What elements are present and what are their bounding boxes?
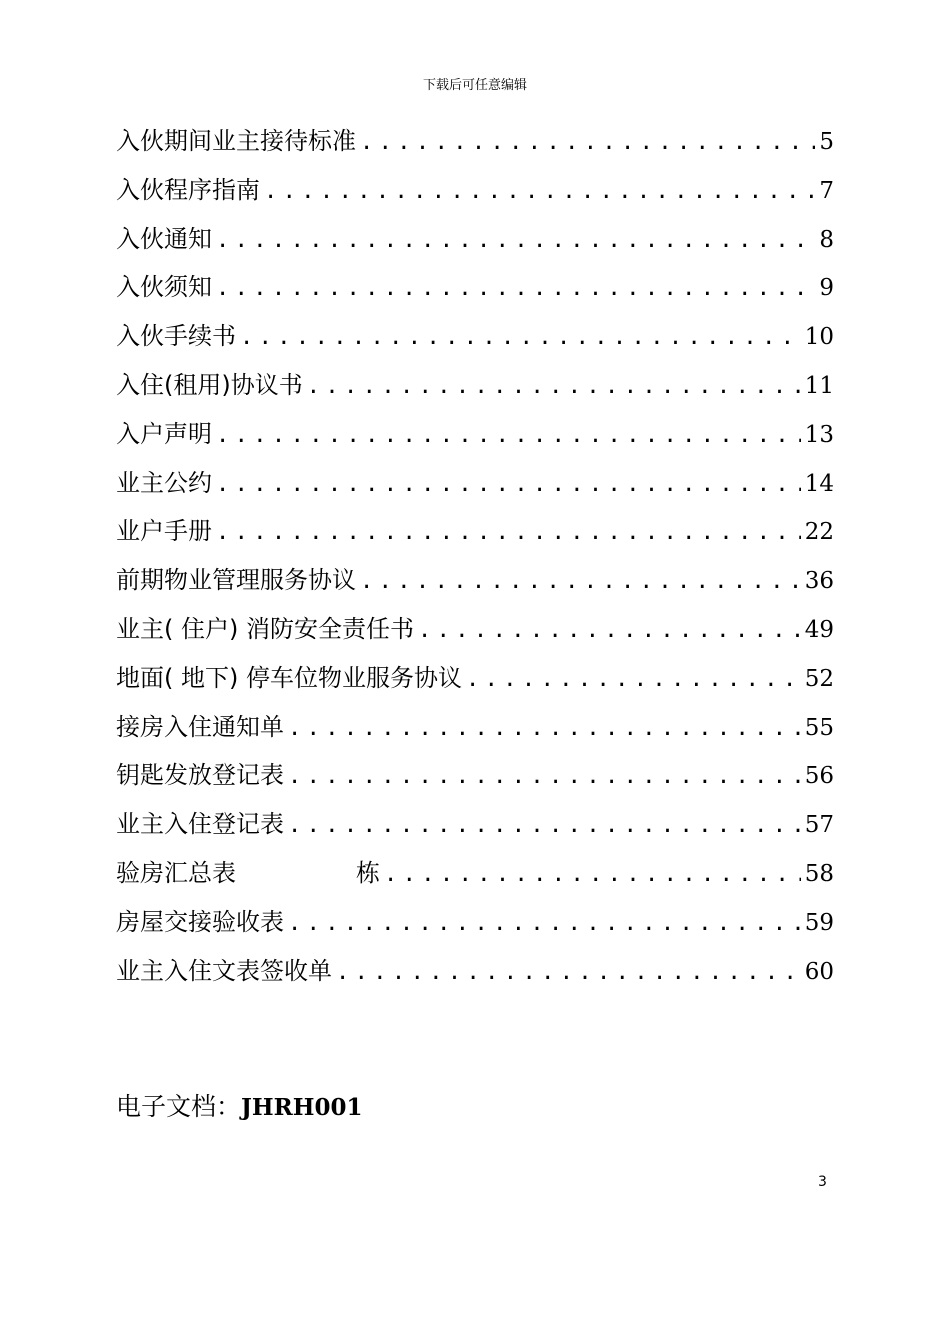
toc-entry-page: 60 xyxy=(804,958,834,985)
toc-dot-leader xyxy=(288,802,801,850)
toc-entry[interactable] xyxy=(116,215,834,264)
toc-entry-title: 钥匙发放登记表 xyxy=(116,761,284,790)
toc-dot-leader xyxy=(336,949,801,997)
toc-entry[interactable] xyxy=(116,117,834,166)
toc-entry-page: 7 xyxy=(819,177,834,204)
toc-entry-title: 入户声明 xyxy=(116,419,212,448)
toc-entry[interactable] xyxy=(116,849,834,898)
toc-entry-page: 14 xyxy=(804,470,834,497)
toc-entry-page: 5 xyxy=(819,129,834,155)
toc-entry[interactable] xyxy=(116,800,834,849)
toc-entry-title: 入伙期间业主接待标准 xyxy=(116,127,356,155)
toc-entry[interactable] xyxy=(116,410,834,459)
table-of-contents xyxy=(116,117,834,995)
toc-entry[interactable] xyxy=(116,507,834,556)
toc-entry-page: 49 xyxy=(804,616,834,643)
page-header: 下载后可任意编辑 xyxy=(422,78,527,93)
toc-entry-page: 8 xyxy=(819,226,834,253)
toc-entry[interactable] xyxy=(116,947,834,996)
toc-entry[interactable] xyxy=(116,605,834,654)
toc-entry[interactable] xyxy=(116,361,834,410)
toc-entry-title: 入伙手续书 xyxy=(116,322,236,351)
toc-dot-leader xyxy=(216,461,801,509)
toc-entry[interactable] xyxy=(116,654,834,703)
electronic-document-id xyxy=(116,1087,362,1128)
toc-dot-leader xyxy=(288,705,801,753)
toc-entry-page: 58 xyxy=(804,860,834,887)
doc-id-code: JHRH001 xyxy=(241,1094,363,1121)
toc-entry-title: 入伙程序指南 xyxy=(116,175,260,204)
toc-entry[interactable] xyxy=(116,703,834,752)
toc-dot-leader xyxy=(240,314,801,362)
toc-entry-title: 房屋交接验收表 xyxy=(116,907,284,936)
toc-entry[interactable] xyxy=(116,459,834,508)
toc-dot-leader xyxy=(360,119,815,167)
toc-entry[interactable] xyxy=(116,166,834,215)
toc-entry[interactable] xyxy=(116,556,834,605)
toc-entry-title: 入伙通知 xyxy=(116,224,212,253)
toc-entry-page: 59 xyxy=(804,909,834,936)
toc-entry[interactable] xyxy=(116,263,834,312)
toc-entry-page: 10 xyxy=(804,324,834,351)
toc-entry-page: 56 xyxy=(804,763,834,790)
toc-dot-leader xyxy=(216,509,801,557)
toc-entry-page: 57 xyxy=(804,812,834,839)
toc-dot-leader xyxy=(360,558,801,606)
toc-dot-leader xyxy=(466,656,801,704)
toc-dot-leader xyxy=(216,217,815,265)
toc-entry-title: 入伙须知 xyxy=(116,273,212,302)
toc-dot-leader xyxy=(384,851,801,899)
toc-dot-leader xyxy=(307,363,801,411)
toc-entry-title: 接房入住通知单 xyxy=(116,712,284,741)
toc-entry-title-suffix: 栋 xyxy=(356,858,380,887)
toc-entry-title: 验房汇总表 xyxy=(116,858,236,887)
toc-entry-title: 前期物业管理服务协议 xyxy=(116,566,356,595)
toc-entry-title: 地面( 地下) 停车位物业服务协议 xyxy=(116,663,462,692)
toc-entry[interactable] xyxy=(116,312,834,361)
toc-entry-page: 55 xyxy=(804,714,834,741)
toc-entry-title: 业主公约 xyxy=(116,468,212,497)
toc-dot-leader xyxy=(216,412,801,460)
toc-entry-title: 业主( 住户) 消防安全责任书 xyxy=(116,614,414,643)
toc-entry-page: 22 xyxy=(804,519,834,546)
toc-entry[interactable] xyxy=(116,898,834,947)
toc-entry-page: 52 xyxy=(804,665,834,692)
toc-entry-title-group xyxy=(116,849,380,897)
page-number: 3 xyxy=(818,1174,827,1190)
toc-entry-page: 13 xyxy=(804,421,834,448)
toc-dot-leader xyxy=(288,753,801,801)
toc-entry-page: 11 xyxy=(804,372,834,399)
toc-entry-page: 36 xyxy=(804,568,834,595)
toc-entry-title: 入住(租用)协议书 xyxy=(116,370,303,399)
toc-dot-leader xyxy=(264,168,815,216)
toc-dot-leader xyxy=(288,900,801,948)
toc-entry-page: 9 xyxy=(819,275,834,302)
toc-entry-title: 业主入住文表签收单 xyxy=(116,956,332,985)
toc-entry[interactable] xyxy=(116,751,834,800)
toc-entry-title: 业主入住登记表 xyxy=(116,810,284,839)
toc-dot-leader xyxy=(418,607,801,655)
toc-entry-title: 业户手册 xyxy=(116,517,212,546)
toc-dot-leader xyxy=(216,265,815,313)
doc-id-label: 电子文档： xyxy=(116,1092,242,1121)
